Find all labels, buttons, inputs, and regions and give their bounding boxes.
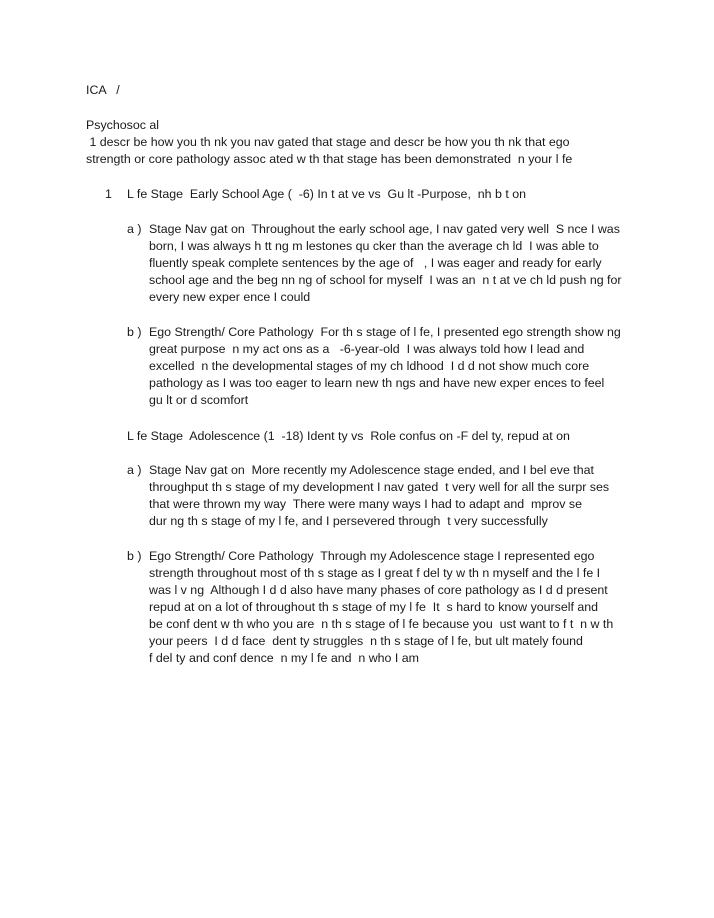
stage-number: 1 bbox=[105, 187, 112, 201]
stage-title: L fe Stage Early School Age ( -6) In t at ve vs Gu lt -Purpose, nh b t on bbox=[127, 187, 526, 201]
paragraph-line: gu lt or d scomfort bbox=[149, 393, 249, 407]
paragraph-line: dur ng th s stage of my l fe, and I persevered through t very successfully bbox=[149, 514, 548, 528]
paragraph-line: Stage Nav gat on Throughout the early school age, I nav gated very well S nce I was bbox=[149, 222, 620, 236]
paragraph-line: born, I was always h tt ng m lestones qu cker than the average ch ld I was able to bbox=[149, 239, 599, 253]
paragraph-line: Stage Nav gat on More recently my Adolescence stage ended, and I bel eve that bbox=[149, 463, 594, 477]
paragraph-line: f del ty and conf dence n my l fe and n who I am bbox=[149, 651, 419, 665]
paragraph-line: school age and the beg nn ng of school for myself I was an n t at ve ch ld push ng for bbox=[149, 273, 622, 287]
paragraph-line: great purpose n my act ons as a -6-year-old I was always told how I lead and bbox=[149, 342, 585, 356]
item-label: a ) bbox=[127, 222, 142, 236]
paragraph-line: pathology as I was too eager to learn new th ngs and have new exper ences to feel bbox=[149, 376, 605, 390]
section-title: Psychosoc al bbox=[86, 118, 160, 132]
prompt-line: strength or core pathology assoc ated w th that stage has been demonstrated n your l fe bbox=[86, 152, 573, 166]
item-label: b ) bbox=[127, 325, 142, 339]
paragraph-line: be conf dent w th who you are n th s stage of l fe because you ust want to f t n w th bbox=[149, 617, 614, 631]
paragraph-line: Ego Strength/ Core Pathology For th s stage of l fe, I presented ego strength show ng bbox=[149, 325, 621, 339]
prompt-line: 1 descr be how you th nk you nav gated that stage and descr be how you th nk that ego bbox=[86, 135, 570, 149]
paragraph-line: excelled n the developmental stages of my ch ldhood I d d not show much core bbox=[149, 359, 590, 373]
paragraph-line: every new exper ence I could bbox=[149, 290, 311, 304]
paragraph-line: fluently speak complete sentences by the age of , I was eager and ready for early bbox=[149, 256, 602, 270]
paragraph-line: throughput th s stage of my development I nav gated t very well for all the surpr ses bbox=[149, 480, 610, 494]
paragraph-line: that were thrown my way There were many ways I had to adapt and mprov se bbox=[149, 497, 582, 511]
paragraph-line: Ego Strength/ Core Pathology Through my Adolescence stage I represented ego bbox=[149, 549, 595, 563]
stage-title: L fe Stage Adolescence (1 -18) Ident ty vs Role confus on -F del ty, repud at on bbox=[127, 429, 570, 443]
item-label: a ) bbox=[127, 463, 142, 477]
paragraph-line: repud at on a lot of throughout th s stage of my l fe It s hard to know yourself and bbox=[149, 600, 599, 614]
item-label: b ) bbox=[127, 549, 142, 563]
paragraph-line: strength throughout most of th s stage as I great f del ty w th n myself and the l fe I bbox=[149, 566, 601, 580]
paragraph-line: your peers I d d face dent ty struggles n th s stage of l fe, but ult mately found bbox=[149, 634, 583, 648]
paragraph-line: was l v ng Although I d d also have many phases of core pathology as I d d present bbox=[149, 583, 608, 597]
course-header: ICA / bbox=[86, 83, 120, 97]
